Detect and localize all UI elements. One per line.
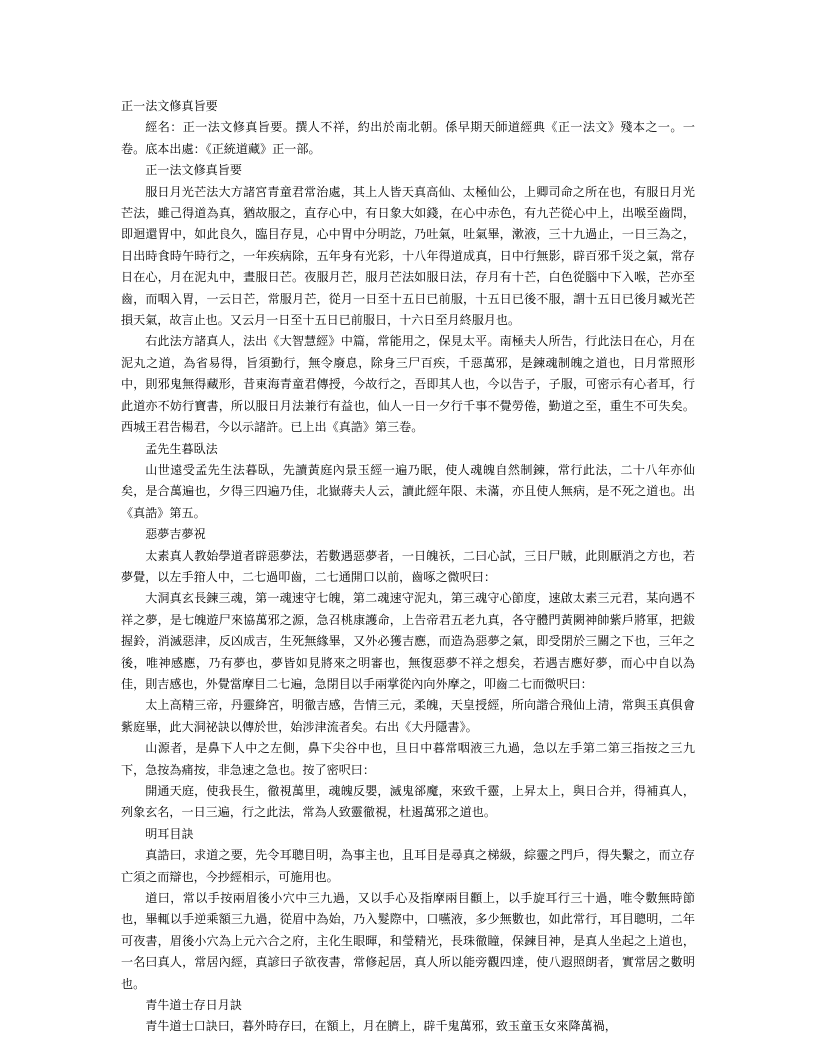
body-paragraph: 右此法方諸真人，法出《大智慧經》中篇，常能用之，保見太平。南極夫人所告，行此法日在心，月在泥丸之道，為省易得，旨須勤行，無令廢息，除身三尸百疾，千惡萬邪，是鍊魂制魄之道也，日月常照形中，則邪鬼無得藏形，昔東海青童君傳授，今故行之，吾即其人也，今以告子，子服，可密示有心者耳，行此道亦不妨行寶書，所以服日月法兼行有益也，仙人一日一夕行千事不覺勞倦，勤道之至，重生不可失矣。西城王君告楊君，今以示諸許。已上出《真誥》第三卷。 (121, 334, 695, 435)
colophon-paragraph: 經名：正一法文修真旨要。撰人不祥，約出於南北朝。係早期天師道經典《正一法文》殘本之一。一卷。底本出處：《正統道藏》正一部。 (121, 120, 695, 156)
body-paragraph: 太上高精三帝，丹靈絳宮，明徹吉感，告情三元，柔魄，天皇授經，所向諧合飛仙上清，常與玉真俱會紫庭畢，此大洞祕訣以傳於世，始涉津流者矣。右出《大丹隱書》。 (121, 698, 695, 734)
body-paragraph: 大洞真玄長鍊三魂，第一魂速守七魄，第二魂速守泥丸，第三魂守心節度，速啟太素三元君，某向遇不祥之夢，是七魄遊尸來協萬邪之源，急召桃康護命，上告帝君五老九真，各守體門黃闕神帥紫戶將軍，把鈸握鈴，消滅惡津，反凶成吉，生死無緣畢，又外必獲吉應，而造為惡夢之氣，即受閉於三關之下也，三年之後，唯神感應，乃有夢也，夢皆如見將來之明審也，無復惡夢不祥之想矣，若遇吉應好夢，而心中自以為佳，則吉感也，外覺當摩目二七遍，急閉目以手兩掌從內向外摩之，叩齒二七而微呎曰： (121, 591, 695, 691)
section-heading-emeng-jimeng: 惡夢吉夢祝 (145, 527, 206, 542)
body-paragraph: 服日月光芒法大方諸宮青童君常治處，其上人皆天真高仙、太極仙公，上卿司命之所在也，有服日月光芒法，雖己得道為真，猶故服之，直存心中，有日象大如錢，在心中赤色，有九芒從心中上，出喉至齒問，即迴還胃中，如此良久，臨目存見，心中胃中分明訖，乃吐氣，吐氣畢，漱液，三十九過止，一日三為之，日出時食時午時行之，一年疾病除，五年身有光彩，十八年得道成真，日中行無影，辟百邪千災之氣，常存日在心，月在泥丸中，晝服日芒。夜服月芒，服月芒法如服日法，存月有十芒，白色從腦中下入喉，芒亦至齒，而咽入胃，一云日芒，常服月芒，從月一日至十五日已前服，十五日已後不服，謂十五日已後月臧光芒損天氣，故言止也。又云月一日至十五日已前服日，十六日至月終服月也。 (121, 184, 695, 328)
body-paragraph: 太素真人教始學道者辟惡夢法，若數遇惡夢者，一日魄祅，二曰心試，三日尸賊，此則厭消之方也，若夢覺，以左手箝人中，二七過叩齒，二七通開口以前，齒啄之微呎曰： (121, 548, 695, 584)
section-heading-ming-ermu: 明耳目訣 (145, 826, 194, 841)
section-heading-meng-xiansheng: 孟先生暮臥法 (145, 441, 218, 456)
body-paragraph: 真誥曰，求道之要，先令耳聰目明，為事主也，且耳目是尋真之梯級，綜靈之門戶，得失繫之，而立存亡須之而辯也，今抄經相示，可施用也。 (121, 848, 695, 884)
body-paragraph: 青牛道士口訣曰，暮外時存曰，在額上，月在臍上，辟千鬼萬邪，致玉童玉女來降萬禍， (145, 1019, 617, 1034)
section-heading-qingniu-daoshi: 青牛道士存日月訣 (145, 998, 242, 1013)
body-paragraph: 開通天庭，使我長生，徹視萬里，魂魄反嬰，滅鬼郤魔，來致千靈，上昇太上，與日合并，得補真人，列象玄名，一日三遍，行之此法，常為人致靈徹視，杜遏萬邪之道也。 (121, 784, 695, 820)
body-paragraph: 山源者，是鼻下人中之左側，鼻下尖谷中也，旦日中暮常咽液三九過，急以左手第二第三指按之三九下，急按為痛按，非急速之急也。按了密呎曰： (121, 741, 695, 777)
body-paragraph: 道曰，常以手按兩眉後小穴中三九過，又以手心及指摩兩目顴上，以手旋耳行三十過，唯令數無時節也，畢輒以手逆乘額三九過，從眉中為始，乃入髮際中，口嚥液，多少無數也，如此常行，耳目聰明，二年可夜書，眉後小穴為上元六合之府，主化生眼暉，和瑩精光，長珠徹瞳，保鍊目神，是真人坐起之上道也，一名曰真人，常居內經，真諺曰子欲夜書，常修起居，真人所以能旁觀四達，使八遐照朗者，實常居之數明也。 (121, 891, 695, 991)
document-body (121, 96, 695, 1038)
section-heading-zhengyi-fawen: 正一法文修真旨要 (145, 163, 242, 178)
document-title: 正一法文修真旨要 (121, 99, 218, 113)
body-paragraph: 山世遠受孟先生法暮臥，先讀黃庭內景玉經一遍乃眠，使人魂魄自然制鍊，常行此法，二十八年亦仙矣，是合萬遍也，夕得三四遍乃佳，北嶽蔣夫人云，讀此經年限、未滿，亦且使人無病，是不死之道也。出《真誥》第五。 (121, 462, 695, 520)
